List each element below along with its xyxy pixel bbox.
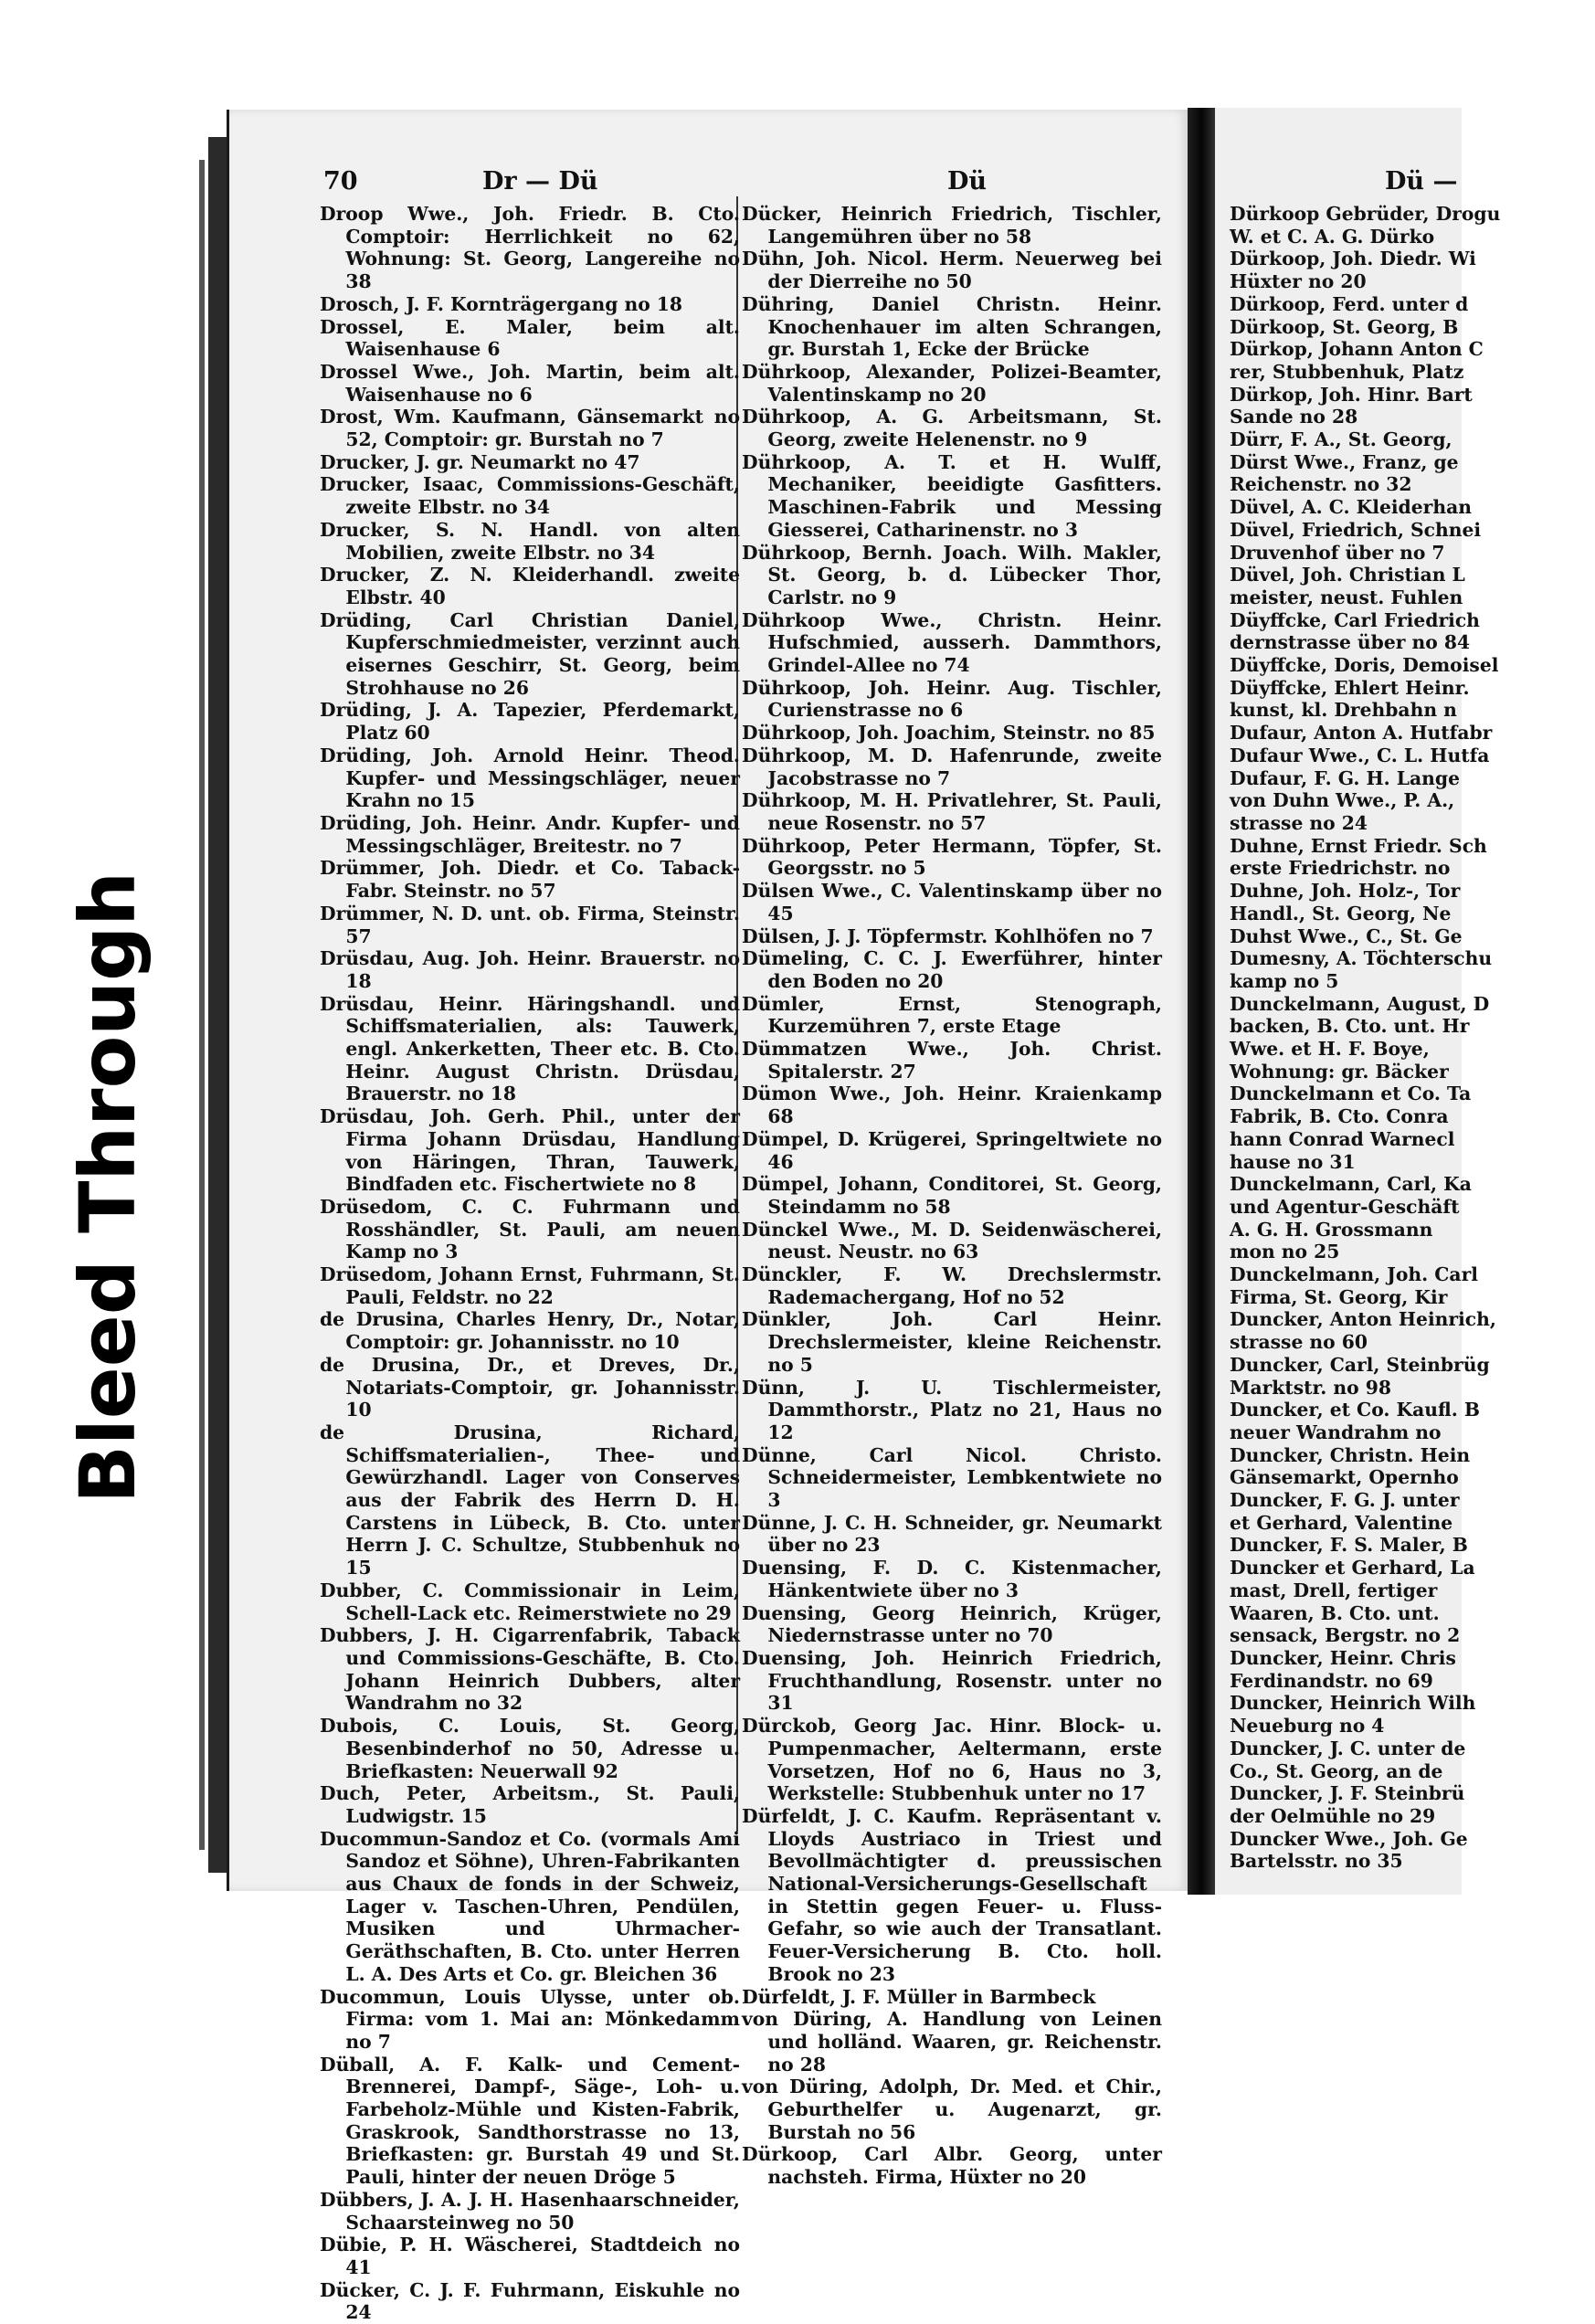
directory-entry: Dührkoop, Alexander, Polizei-Beamter, Valentinskamp no 20 — [742, 360, 1162, 406]
directory-entry: Dufaur, Anton A. Hutfabr — [1230, 722, 1493, 745]
directory-entry: Dünckler, F. W. Drechslermstr. Rademachergang, Hof no 52 — [742, 1263, 1162, 1308]
directory-entry: backen, B. Cto. unt. Hr — [1230, 1015, 1470, 1038]
directory-entry: Drümmer, Joh. Diedr. et Co. Taback-Fabr. Steinstr. no 57 — [320, 857, 740, 903]
directory-entry: Dübbers, J. A. J. H. Hasenhaarschneider, Schaarsteinweg no 50 — [320, 2188, 740, 2234]
directory-entry: Duncker, F. S. Maler, B — [1230, 1534, 1468, 1557]
directory-entry: Dürkoop, Joh. Diedr. Wi — [1230, 248, 1476, 270]
directory-entry: Bartelsstr. no 35 — [1230, 1850, 1403, 1873]
book-stack-edge-inner — [199, 160, 205, 1850]
directory-entry: Dümeling, C. C. J. Ewerführer, hinter den Boden no 20 — [742, 947, 1162, 992]
directory-entry: Drüding, J. A. Tapezier, Pferdemarkt, Platz 60 — [320, 699, 740, 745]
directory-entry: Drucker, S. N. Handl. von alten Mobilien, zweite Elbstr. no 34 — [320, 518, 740, 564]
directory-entry: Dümpel, Johann, Conditorei, St. Georg, Steindamm no 58 — [742, 1173, 1162, 1218]
directory-entry: Dülsen Wwe., C. Valentinskamp über no 45 — [742, 880, 1162, 924]
directory-entry: Drüsdau, Aug. Joh. Heinr. Brauerstr. no 18 — [320, 947, 740, 992]
directory-entry: Dübie, P. H. Wäscherei, Stadtdeich no 41 — [320, 2234, 740, 2278]
directory-entry: Dührkoop, Peter Hermann, Töpfer, St. Georgsstr. no 5 — [742, 834, 1162, 880]
directory-entry: Düyffcke, Ehlert Heinr. — [1230, 676, 1470, 699]
directory-entry: Dührkoop, Bernh. Joach. Wilh. Makler, St. Georg, b. d. Lübecker Thor, Carlstr. no 9 — [742, 541, 1162, 608]
directory-entry: Dührkoop, Joh. Joachim, Steinstr. no 85 — [742, 722, 1156, 745]
directory-entry: Drüding, Joh. Heinr. Andr. Kupfer- und Messingschläger, Breitestr. no 7 — [320, 811, 740, 857]
directory-entry: Dürkoop Gebrüder, Drogu — [1230, 203, 1501, 225]
bleed-through-label: Bleed Through — [63, 844, 153, 1531]
directory-entry: von Düring, A. Handlung von Leinen und holländ. Waaren, gr. Reichenstr. no 28 — [742, 2008, 1162, 2076]
directory-entry: der Oelmühle no 29 — [1230, 1804, 1436, 1827]
directory-entry: hause no 31 — [1230, 1150, 1356, 1173]
directory-entry: Marktstr. no 98 — [1230, 1376, 1391, 1399]
directory-entry: Droop Wwe., Joh. Friedr. B. Cto. Comptoir: Herrlichkeit no 62, Wohnung: St. Georg, Langereihe no 38 — [320, 203, 740, 293]
directory-entry: Dürkoop, Ferd. unter d — [1230, 292, 1469, 315]
directory-entry: Dürkop, Joh. Hinr. Bart — [1230, 383, 1473, 406]
directory-entry: Ducommun-Sandoz et Co. (vormals Ami Sandoz et Söhne), Uhren-Fabrikanten aus Chaux de fonds in der Schweiz, Lager v. Taschen-Uhren, Pendülen, Musiken und Uhrmacher-Geräthschaften, B. Cto. unter Herren L. A. Des Arts et Co. gr. Bleichen 36 — [320, 1827, 740, 1985]
directory-entry: Dubber, C. Commissionair in Leim, Schell-Lack etc. Reimerstwiete no 29 — [320, 1579, 740, 1624]
directory-entry: Düvel, Friedrich, Schnei — [1230, 518, 1482, 541]
directory-entry: Drüsdau, Heinr. Häringshandl. und Schiffsmaterialien, als: Tauwerk, engl. Ankerketten, Theer etc. B. Cto. Heinr. August Christn. Drüsdau, Brauerstr. no 18 — [320, 992, 740, 1105]
directory-entry: Firma, St. Georg, Kir — [1230, 1285, 1448, 1308]
directory-entry: Duncker, Heinr. Chris — [1230, 1647, 1456, 1669]
directory-entry: Fabrik, B. Cto. Conra — [1230, 1105, 1449, 1128]
directory-entry: Ducommun, Louis Ulysse, unter ob. Firma: vom 1. Mai an: Mönkedamm no 7 — [320, 1985, 740, 2053]
directory-entry: W. et C. A. G. Dürko — [1230, 225, 1435, 248]
directory-entry: Düyffcke, Carl Friedrich — [1230, 608, 1480, 631]
directory-entry: Dülsen, J. J. Töpfermstr. Kohlhöfen no 7 — [742, 924, 1154, 947]
directory-entry: mon no 25 — [1230, 1241, 1340, 1263]
directory-entry: mast, Drell, fertiger — [1230, 1579, 1438, 1601]
directory-entry: Düvel, A. C. Kleiderhan — [1230, 496, 1472, 519]
directory-entry: Drüsedom, C. C. Fuhrmann und Rosshändler, St. Pauli, am neuen Kamp no 3 — [320, 1195, 740, 1263]
directory-entry: Duncker, Heinrich Wilh — [1230, 1692, 1476, 1715]
right-page-header: Dü — — [1385, 167, 1458, 195]
directory-entry: Dümpel, D. Krügerei, Springeltwiete no 46 — [742, 1127, 1162, 1173]
directory-column-3 — [1230, 203, 1595, 1873]
directory-entry: kamp no 5 — [1230, 969, 1339, 992]
left-column-header: Dr — Dü — [482, 167, 598, 195]
directory-entry: Duensing, Joh. Heinrich Friedrich, Fruchthandlung, Rosenstr. unter no 31 — [742, 1647, 1162, 1715]
directory-entry: Dunckelmann, Carl, Ka — [1230, 1173, 1472, 1196]
directory-entry: neuer Wandrahm no — [1230, 1421, 1442, 1443]
directory-entry: Drost, Wm. Kaufmann, Gänsemarkt no 52, Comptoir: gr. Burstah no 7 — [320, 406, 740, 451]
directory-entry: A. G. H. Grossmann — [1230, 1218, 1433, 1241]
directory-entry: Co., St. Georg, an de — [1230, 1759, 1443, 1782]
directory-entry: Dührkoop Wwe., Christn. Heinr. Hufschmied, ausserh. Dammthors, Grindel-Allee no 74 — [742, 608, 1162, 677]
directory-entry: Dührkoop, Joh. Heinr. Aug. Tischler, Curienstrasse no 6 — [742, 676, 1162, 722]
directory-entry: meister, neust. Fuhlen — [1230, 586, 1463, 608]
directory-entry: von Duhn Wwe., P. A., — [1230, 789, 1455, 812]
directory-entry: Dürfeldt, J. C. Kaufm. Repräsentant v. Lloyds Austriaco in Triest und Bevollmächtigter d. preussischen National-Versicherungs-Gesellschaft in Stettin gegen Feuer- u. Fluss-Gefahr, so wie auch der Transatlant. Feuer-Versicherung B. Cto. holl. Brook no 23 — [742, 1804, 1162, 1985]
directory-entry: Dubbers, J. H. Cigarrenfabrik, Taback und Commissions-Geschäfte, B. Cto. Johann Heinrich Dubbers, alter Wandrahm no 32 — [320, 1624, 740, 1715]
directory-entry: Duensing, F. D. C. Kistenmacher, Hänkentwiete über no 3 — [742, 1557, 1162, 1601]
directory-entry: von Düring, Adolph, Dr. Med. et Chir., Geburthelfer u. Augenarzt, gr. Burstah no 56 — [742, 2076, 1162, 2143]
directory-entry: Dürst Wwe., Franz, ge — [1230, 450, 1459, 473]
directory-entry: Sande no 28 — [1230, 406, 1358, 428]
book-stack-edge — [208, 137, 227, 1873]
directory-entry: Dürr, F. A., St. Georg, — [1230, 428, 1452, 451]
directory-entry: Duhst Wwe., C., St. Ge — [1230, 924, 1463, 947]
page-number: 70 — [323, 167, 358, 195]
directory-entry: Duncker, J. C. unter de — [1230, 1737, 1466, 1759]
directory-entry: Dünne, Carl Nicol. Christo. Schneidermeister, Lembkentwiete no 3 — [742, 1443, 1162, 1512]
directory-entry: Dühn, Joh. Nicol. Herm. Neuerweg bei der Dierreihe no 50 — [742, 248, 1162, 293]
directory-entry: Dubois, C. Louis, St. Georg, Besenbinderhof no 50, Adresse u. Briefkasten: Neuerwall 92 — [320, 1715, 740, 1782]
directory-entry: Druvenhof über no 7 — [1230, 541, 1445, 564]
directory-entry: Dümmatzen Wwe., Joh. Christ. Spitalerstr. 27 — [742, 1038, 1162, 1083]
directory-entry: Dührkoop, A. T. et H. Wulff, Mechaniker, beeidigte Gasfitters. Maschinen-Fabrik und Messing Giesserei, Catharinenstr. no 3 — [742, 450, 1162, 541]
directory-entry: Dührkoop, A. G. Arbeitsmann, St. Georg, zweite Helenenstr. no 9 — [742, 406, 1162, 451]
directory-entry: Duncker et Gerhard, La — [1230, 1557, 1475, 1579]
directory-entry: Duncker, J. F. Steinbrü — [1230, 1782, 1465, 1805]
directory-entry: Düyffcke, Doris, Demoisel — [1230, 654, 1499, 677]
directory-entry: Dünne, J. C. H. Schneider, gr. Neumarkt über no 23 — [742, 1511, 1162, 1557]
directory-entry: Dürckob, Georg Jac. Hinr. Block- u. Pumpenmacher, Aeltermann, erste Vorsetzen, Hof no 6, Haus no 3, Werkstelle: Stubbenhuk unter no 17 — [742, 1715, 1162, 1805]
directory-entry: Drüding, Carl Christian Daniel, Kupferschmiedmeister, verzinnt auch eisernes Geschirr, St. Georg, beim Strohhause no 26 — [320, 608, 740, 699]
directory-entry: Dufaur, F. G. H. Lange — [1230, 766, 1460, 789]
directory-entry: Drüsedom, Johann Ernst, Fuhrmann, St. Pauli, Feldstr. no 22 — [320, 1263, 740, 1308]
directory-entry: Drucker, J. gr. Neumarkt no 47 — [320, 450, 640, 473]
directory-entry: Dührkoop, M. H. Privatlehrer, St. Pauli, neue Rosenstr. no 57 — [742, 789, 1162, 834]
directory-entry: de Drusina, Charles Henry, Dr., Notar, Comptoir: gr. Johannisstr. no 10 — [320, 1308, 740, 1354]
book-gutter — [1188, 108, 1215, 1895]
directory-entry: Duncker, Carl, Steinbrüg — [1230, 1353, 1490, 1376]
directory-entry: Dünkler, Joh. Carl Heinr. Drechslermeister, kleine Reichenstr. no 5 — [742, 1308, 1162, 1376]
directory-entry: de Drusina, Dr., et Dreves, Dr., Notariats-Comptoir, gr. Johannisstr. 10 — [320, 1353, 740, 1421]
directory-entry: Dunckelmann, August, D — [1230, 992, 1490, 1015]
directory-column-2 — [742, 203, 1162, 2189]
directory-entry: Dümler, Ernst, Stenograph, Kurzemühren 7, erste Etage — [742, 992, 1162, 1038]
directory-entry: Dührkoop, M. D. Hafenrunde, zweite Jacobstrasse no 7 — [742, 744, 1162, 789]
directory-entry: Wohnung: gr. Bäcker — [1230, 1060, 1449, 1083]
directory-entry: Duhne, Ernst Friedr. Sch — [1230, 834, 1487, 857]
directory-entry: Duncker, Anton Heinrich, — [1230, 1308, 1496, 1331]
directory-column-1 — [320, 203, 740, 2324]
directory-entry: strasse no 24 — [1230, 811, 1368, 834]
directory-entry: Düvel, Joh. Christian L — [1230, 564, 1465, 586]
directory-entry: Gänsemarkt, Opernho — [1230, 1466, 1459, 1489]
directory-entry: Hüxter no 20 — [1230, 270, 1367, 293]
directory-entry: Dücker, C. J. F. Fuhrmann, Eiskuhle no 24 — [320, 2278, 740, 2324]
directory-entry: Drossel, E. Maler, beim alt. Waisenhause 6 — [320, 315, 740, 361]
directory-entry: Waaren, B. Cto. unt. — [1230, 1601, 1440, 1624]
directory-entry: erste Friedrichstr. no — [1230, 857, 1451, 880]
directory-entry: Drucker, Z. N. Kleiderhandl. zweite Elbstr. 40 — [320, 564, 740, 608]
directory-entry: Dürkop, Johann Anton C — [1230, 338, 1484, 361]
directory-entry: Duncker, Christn. Hein — [1230, 1443, 1471, 1466]
directory-entry: Drüding, Joh. Arnold Heinr. Theod. Kupfer- und Messingschläger, neuer Krahn no 15 — [320, 744, 740, 812]
directory-entry: Dürfeldt, J. F. Müller in Barmbeck — [742, 1985, 1096, 2008]
directory-entry: sensack, Bergstr. no 2 — [1230, 1624, 1461, 1647]
directory-entry: Handl., St. Georg, Ne — [1230, 902, 1452, 924]
directory-entry: kunst, kl. Drehbahn n — [1230, 699, 1457, 722]
directory-entry: Duch, Peter, Arbeitsm., St. Pauli, Ludwigstr. 15 — [320, 1782, 740, 1827]
directory-entry: Dufaur Wwe., C. L. Hutfa — [1230, 744, 1490, 766]
directory-entry: de Drusina, Richard, Schiffsmaterialien-, Thee- und Gewürzhandl. Lager von Conserves aus der Fabrik des Herrn D. H. Carstens in Lübeck, B. Cto. unter Herrn J. C. Schultze, Stubbenhuk no 15 — [320, 1421, 740, 1579]
directory-entry: Dumesny, A. Töchterschu — [1230, 947, 1493, 970]
directory-entry: Duncker, F. G. J. unter — [1230, 1489, 1460, 1512]
directory-entry: hann Conrad Warnecl — [1230, 1127, 1455, 1150]
directory-entry: Drosch, J. F. Kornträgergang no 18 — [320, 292, 683, 315]
directory-entry: Dunckelmann, Joh. Carl — [1230, 1263, 1478, 1286]
directory-entry: Duncker, et Co. Kaufl. B — [1230, 1399, 1481, 1421]
directory-entry: und Agentur-Geschäft — [1230, 1195, 1460, 1218]
directory-entry: Wwe. et H. F. Boye, — [1230, 1038, 1430, 1061]
directory-entry: Duhne, Joh. Holz-, Tor — [1230, 880, 1461, 903]
directory-entry: et Gerhard, Valentine — [1230, 1511, 1453, 1534]
directory-entry: Duensing, Georg Heinrich, Krüger, Niedernstrasse unter no 70 — [742, 1601, 1162, 1647]
directory-entry: Dünn, J. U. Tischlermeister, Dammthorstr., Platz no 21, Haus no 12 — [742, 1376, 1162, 1443]
center-column-header: Dü — [947, 167, 988, 195]
directory-entry: Reichenstr. no 32 — [1230, 473, 1412, 496]
directory-entry: strasse no 60 — [1230, 1331, 1368, 1354]
directory-entry: Dücker, Heinrich Friedrich, Tischler, Langemühren über no 58 — [742, 203, 1162, 248]
directory-entry: Dünckel Wwe., M. D. Seidenwäscherei, neust. Neustr. no 63 — [742, 1218, 1162, 1263]
directory-entry: Dürkoop, St. Georg, B — [1230, 315, 1459, 338]
directory-entry: Dürkoop, Carl Albr. Georg, unter nachsteh. Firma, Hüxter no 20 — [742, 2143, 1162, 2189]
directory-entry: Drümmer, N. D. unt. ob. Firma, Steinstr. 57 — [320, 902, 740, 947]
directory-entry: Düball, A. F. Kalk- und Cement-Brennerei, Dampf-, Säge-, Loh- u. Farbeholz-Mühle und Kisten-Fabrik, Graskrook, Sandthorstrasse no 13, Briefkasten: gr. Burstah 49 und St. Pauli, hinter der neuen Dröge 5 — [320, 2053, 740, 2189]
directory-entry: Dühring, Daniel Christn. Heinr. Knochenhauer im alten Schrangen, gr. Burstah 1, Ecke der Brücke — [742, 292, 1162, 361]
directory-entry: dernstrasse über no 84 — [1230, 631, 1471, 654]
directory-entry: Neueburg no 4 — [1230, 1715, 1385, 1738]
directory-entry: Drossel Wwe., Joh. Martin, beim alt. Waisenhause no 6 — [320, 360, 740, 406]
directory-entry: rer, Stubbenhuk, Platz — [1230, 360, 1464, 383]
directory-entry: Dümon Wwe., Joh. Heinr. Kraienkamp 68 — [742, 1083, 1162, 1128]
directory-entry: Drüsdau, Joh. Gerh. Phil., unter der Firma Johann Drüsdau, Handlung von Häringen, Thran, Tauwerk, Bindfaden etc. Fischertwiete no 8 — [320, 1105, 740, 1196]
directory-entry: Dunckelmann et Co. Ta — [1230, 1083, 1472, 1105]
directory-entry: Ferdinandstr. no 69 — [1230, 1669, 1433, 1692]
directory-entry: Duncker Wwe., Joh. Ge — [1230, 1827, 1468, 1850]
directory-entry: Drucker, Isaac, Commissions-Geschäft, zweite Elbstr. no 34 — [320, 473, 740, 519]
